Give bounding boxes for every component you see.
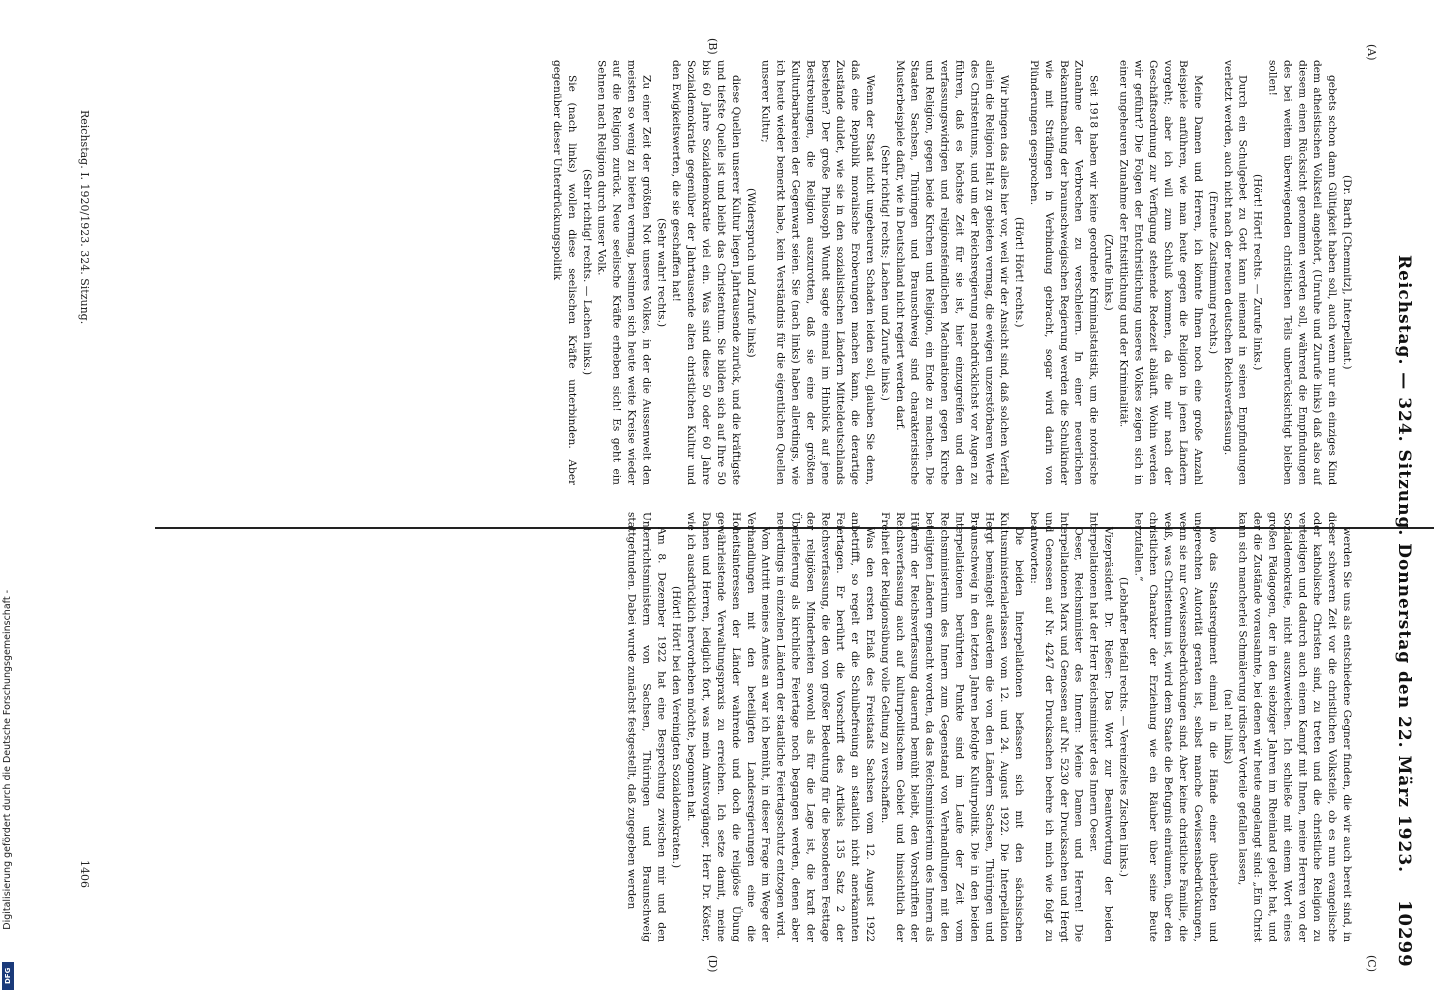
stage-direction: (Lebhafter Beifall rechts. — Vereinzeltes Zischen links.) bbox=[1117, 577, 1130, 877]
digitization-note: Digitalisierung gefördert durch die Deutsche Forschungsgemeinschaft - bbox=[2, 590, 13, 930]
stage-direction: (Hört! Hört! rechts. — Zurufe links.) bbox=[1251, 174, 1264, 371]
margin-mark-c: (C) bbox=[1365, 955, 1378, 972]
paragraph: werden Sie uns als entschiedene Gegner finden, die wir auch bereit sind, in dieser schweren Zeit vor die christlichen Volksteile, ob es nun evangelische oder katholische Christen sind, zu treten und die christliche Religion zu verteidigen und dadurch auch einem Kampf mit Ihnen, meine Herren von der Sozialdemokratie, nicht auszuweichen. Ich schließe mit einem Wort eines großen Pädagogen, der in den siebziger Jahren im Rheinland gelebt hat, und der die Zustände vorausahnte, bei denen wir heute angelangt sind: „Ein Christ kann sich mancherlei Schmälerung irdischer Vorteile gefallen lassen, bbox=[1236, 512, 1353, 942]
stage-direction: (Sehr richtig! rechts; Lachen und Zurufe links.) bbox=[878, 144, 891, 401]
paragraph: Vizepräsident Dr. Rießer: Das Wort zur Beantwortung der beiden Interpellationen hat der Herr Reichsminister des Innern Oeser. bbox=[1087, 512, 1115, 942]
stage-direction: (na! na! links) bbox=[1221, 689, 1234, 765]
page-header-title: Reichstag. — 324. Sitzung. Donnerstag den 22. März 1923. bbox=[1394, 255, 1414, 874]
paragraph: Vom Antritt meines Amtes an war ich bemüht, in dieser Frage im Wege der Verhandlungen mit den beteiligten Landesregierungen eine die Hoheitsinteressen der Länder wahrende und doch die religiöse Übung gewährleistende Verwaltungspraxis zu erreichen. Ich setze damit, meine Damen und Herren, lediglich fort, was mein Amtsvorgänger, Herr Dr. Köster, wie ich ausdrücklich hervorheben möchte, begonnen hat. bbox=[685, 512, 772, 942]
margin-mark-a: (A) bbox=[1365, 44, 1378, 61]
left-text-column bbox=[74, 60, 1354, 485]
margin-mark-d: (D) bbox=[706, 955, 719, 973]
stage-direction: (Hört! Hört! bei den Vereinigten Sozialdemokraten.) bbox=[670, 585, 683, 869]
stage-direction: (Sehr wahr! rechts.) bbox=[655, 217, 668, 328]
stage-direction: (Zurufe links.) bbox=[1102, 234, 1115, 311]
margin-mark-b: (B) bbox=[706, 38, 719, 55]
paragraph: Durch ein Schulgebet zu Gott kann niemand in seinen Empfindungen verletzt werden, auch nicht nach der neuen deutschen Reichsverfassung. bbox=[1221, 60, 1249, 485]
stage-direction: (Widerspruch und Zurufe links) bbox=[744, 187, 757, 358]
paragraph: Meine Damen und Herren, ich könnte Ihnen noch eine große Anzahl Beispiele anführen, wie man heute gegen die Religion in jenen Ländern vorgeht; aber ich will zum Schluß kommen, da die mir nach der Geschäftsordnung zur Verfügung stehende Redezeit abläuft. Wohin werden wir geführt? Die Folgen der Entchristlichung unseres Volkes zeigen sich in einer ungeheuren Zunahme der Entsittlichung und der Kriminalität. bbox=[1117, 60, 1204, 485]
paragraph: Was den ersten Erlaß des Freistaats Sachsen vom 12. August 1922 anbetrifft, so regelt er die Schulbefreiung an staatlich nicht anerkannten Feiertagen. Er berührt die Vorschrift des Artikels 135 Satz 2 der Reichsverfassung, die den von großer Bedeutung für die besonderen Festtage der religiösen Minderheiten sowohl als für die Lage ist, die kraft der Überlieferung als kirchliche Feiertage noch begangen werden, denen aber neuerdings in einzelnen Ländern der staatliche Feiertagsschutz entzogen wird. bbox=[774, 512, 876, 942]
page-number: 10299 bbox=[1394, 900, 1415, 968]
dfg-logo: DFG bbox=[2, 962, 14, 990]
paragraph: Zu einer Zeit der größten Not unseres Volkes, in der die Aussenwelt den meisten so wenig zu bieten vermag, besinnen sich heute weite Kreise wieder auf die Religion zurück. Neue seelische Kräfte erheben sich! Es geht ein Sehnen nach Religion durch unser Volk. bbox=[595, 60, 653, 485]
paragraph: Die beiden Interpellationen befassen sich mit den sächsischen Kultusministerialerlassen vom 12. und 24. August 1922. Die Interpellation Hergt bemängelt außerdem die von den Ländern Sachsen, Thüringen und Braunschweig in den letzten Jahren befolgte Kulturpolitik. Die in den beiden Interpellationen berührten Punkte sind im Laufe der Zeit vom Reichsministerium des Innern zum Gegenstand von Verhandlungen mit den beteiligten Ländern gemacht worden, da das Reichsministerium des Innern als Hüterin der Reichsverfassung dauernd bemüht bleibt, den Vorschriften der Reichsverfassung auch auf kulturpolitischem Gebiet und hinsichtlich der Freiheit der Religionsübung volle Geltung zu verschaffen. bbox=[878, 512, 1026, 942]
footer-source: Reichstag. I. 1920/1923. 324. Sitzung. bbox=[78, 110, 91, 325]
paragraph: Wir bringen das alles hier vor, weil wir der Ansicht sind, daß solchen Verfall allein die Religion Halt zu gebieten vermag, die ewigen unzerstörbaren Werte des Christentums, und um der Reichsregierung nachdrücklichst vor Augen zu führen, daß es höchste Zeit für sie ist, hier einzugreifen und den verfassungswidrigen und religionsfeindlichen Machinationen gegen Kirche und Religion, gegen beide Kirchen und Religion, ein Ende zu machen. Die Staaten Sachsen, Thüringen und Braunschweig sind charakteristische Musterbeispiele dafür, wie in Deutschland nicht regiert werden darf. bbox=[893, 60, 1011, 485]
stage-direction: (Hört! Hört! rechts.) bbox=[1013, 217, 1026, 328]
paragraph: Oeser, Reichsminister des Innern: Meine Damen und Herren! Die Interpellationen Marx und Genossen auf Nr. 5230 der Drucksachen und Hergt und Genossen auf Nr. 4247 der Drucksachen beehre ich mich wie folgt zu beantworten: bbox=[1027, 512, 1085, 942]
stage-direction: (Dr. Barth [Chemnitz], Interpellant.) bbox=[1341, 175, 1353, 370]
paragraph: gebets schon dann Gültigkeit haben soll, auch wenn nur ein einziges Kind dem atheistischen Volksteil angehört, (Unruhe und Zurufe links) daß also auf diesem einen Rücksicht genommen werden soll, während die Empfindungen des bei weitem überwiegenden christlichen Teils unberücksichtigt bleiben sollen! bbox=[1266, 60, 1339, 485]
paragraph: Am 8. Dezember 1922 hat eine Besprechung zwischen mir und den Unterrichtsministern von Sachsen, Thüringen und Braunschweig stattgefunden. Dabei wurde zunächst festgestellt, daß zugegeben werden bbox=[625, 512, 668, 942]
paragraph: Seit 1918 haben wir keine geordnete Kriminalstatistik, um die notorische Zunahme der Verbrechen zu verschleiern. In einer neuerlichen Bekanntmachung der braunschweigischen Regierung werden die Schulkinder wie mit Sträflingen in Verbindung gebracht, sogar wird darin von Plünderungen gesprochen. bbox=[1027, 60, 1100, 485]
stage-direction: (Sehr richtig! rechts. — Lachen links.) bbox=[580, 169, 593, 376]
paragraph: Sie (nach links) wollen diese seelischen Kräfte unterbinden. Aber gegenüber dieser Unterdrückungspolitik bbox=[550, 60, 578, 485]
footer-sheet-number: 1406 bbox=[78, 860, 91, 888]
stage-direction: (Erneute Zustimmung rechts.) bbox=[1206, 190, 1219, 355]
paragraph: wo das Staatsregiment einmal in die Hände einer überlebten und ungerechten Autorität geraten ist, selbst manche Gewissensbedrückungen, wenn sie nur Gewissensbedrückungen sind. Aber keine christliche Familie, die weiß, was Christentum ist, wird dem Staate die Befugnis einräumen, über den christlichen Charakter der Erziehung wie ein Räuber über seine Beute herzufallen.“ bbox=[1132, 512, 1219, 942]
right-text-column bbox=[74, 512, 1354, 942]
paragraph: diese Quellen unserer Kultur liegen Jahrtausende zurück, und die kräftigste und tiefste Quelle ist und bleibt das Christentum. Sie bilden sich auf Ihre 50 bis 60 Jahre Sozialdemokratie viel ein. Was sind diese 50 oder 60 Jahre Sozialdemokratie gegenüber der Jahrtausende alten christlichen Kultur und den Ewigkeitswerten, die sie geschaffen hat! bbox=[670, 60, 742, 485]
paragraph: Wenn der Staat nicht ungeheuren Schaden leiden soll, glauben Sie denn, daß eine Republik moralische Eroberungen machen kann, die derartige Zustände duldet, wie sie in den sozialistischen Ländern Mitteldeutschlands bestehen? Der große Philosoph Wundt sagte einmal im Hinblick auf jene Bestrebungen, die Religion auszurotten, daß sie eine der größten Kulturbarbareien der Gegenwart seien. Sie (nach links) haben allerdings, wie ich heute wieder bemerkt habe, kein Verständnis für die eigentlichen Quellen unserer Kultur; bbox=[759, 60, 876, 485]
